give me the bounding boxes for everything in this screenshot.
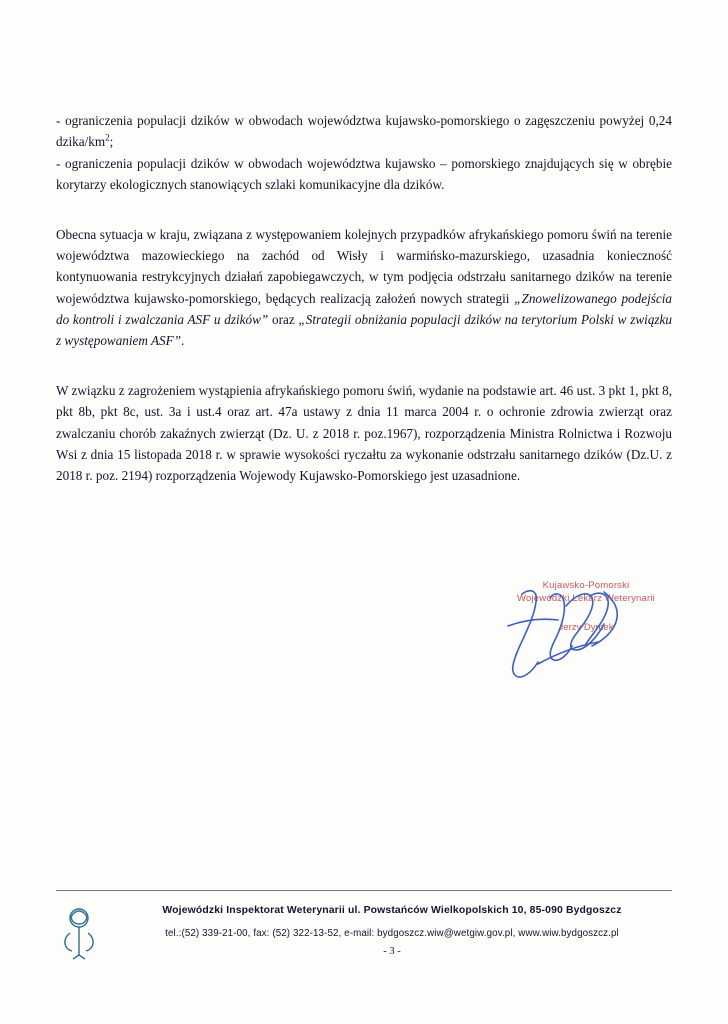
paragraph-spacer	[56, 210, 672, 224]
paragraph-situation	[56, 224, 672, 352]
paragraph-legal-basis: W związku z zagrożeniem wystąpienia afrykańskiego pomoru świń, wydanie na podstawie art. 46 ust. 3 pkt 1, pkt 8, pkt 8b, pkt 8c, ust. 3a i ust.4 oraz art. 47a ustawy z dnia 11 marca 2004 r. o ochronie zdrowia zwierząt oraz zwalczaniu chorób zakaźnych zwierząt (Dz. U. z 2018 r. poz.1967), rozporządzenia Ministra Rolnictwa i Rozwoju Wsi z dnia 15 listopada 2018 r. w sprawie wysokości ryczałtu za wykonanie odstrzału sanitarnego dzików (Dz.U. z 2018 r. poz. 2194) rozporządzenia Wojewody Kujawsko-Pomorskiego jest uzasadnione.	[56, 382, 672, 484]
paragraph-bullet-1	[56, 110, 672, 153]
paragraph-tail: .	[181, 333, 185, 349]
signature-stamp-title	[496, 580, 676, 606]
paragraph-text: - ograniczenia populacji dzików w obwodach województwa kujawsko-pomorskiego o zagęszczeniu powyżej 0,24 dzika/km	[56, 113, 672, 150]
page-number: - 3 -	[383, 946, 401, 957]
footer-content	[56, 905, 672, 961]
superscript-square: 2	[105, 132, 110, 143]
footer-text	[112, 905, 672, 957]
quoted-strategy-title-1: „Znowelizowanego podejścia do kontroli i zwalczania ASF u dzików”	[56, 290, 672, 327]
paragraph-text: Obecna sytuacja w kraju, związana z występowaniem kolejnych przypadków afrykańskiego pomoru świń na terenie województwa mazowieckiego na zachód od Wisły i warmińsko-mazurskiego, uzasadnia konieczność kontynuowania restrykcyjnych działań zapobiegawczych, w tym podjęcia odstrzału sanitarnego dzików na terenie województwa kujawsko-pomorskiego, będących realizacją założeń nowych strategii	[56, 226, 672, 306]
document-body	[56, 110, 672, 501]
signature-stamp-line-1: Kujawsko-Pomorski	[542, 580, 630, 591]
footer-contact: tel.:(52) 339-21-00, fax: (52) 322-13-52, e-mail: bydgoszcz.wiw@wetgiw.gov.pl, www.wiw.bydgoszcz.pl	[165, 928, 619, 939]
page-footer	[56, 890, 672, 961]
footer-address: Wojewódzki Inspektorat Weterynarii ul. Powstańców Wielkopolskich 10, 85-090 Bydgoszcz	[162, 905, 622, 916]
paragraph-spacer	[56, 366, 672, 380]
veterinary-caduceus-logo-icon	[56, 905, 102, 961]
signature-stamp-line-2: Wojewódzki Lekarz Weterynarii	[517, 592, 655, 604]
paragraph-conjunction: oraz	[268, 312, 299, 327]
signature-stamp-name: Jerzy Dymek	[558, 622, 614, 633]
quoted-strategy-title-2: „Strategii obniżania populacji dzików na terytorium Polski w związku z występowaniem ASF”	[56, 312, 672, 349]
paragraph-tail: ;	[109, 134, 114, 150]
signature-block	[470, 580, 670, 690]
paragraph-bullet-2: - ograniczenia populacji dzików w obwodach województwa kujawsko – pomorskiego znajdujących się w obrębie korytarzy ekologicznych stanowiących szlaki komunikacyjne dla dzików.	[56, 155, 672, 193]
footer-divider	[56, 890, 672, 891]
